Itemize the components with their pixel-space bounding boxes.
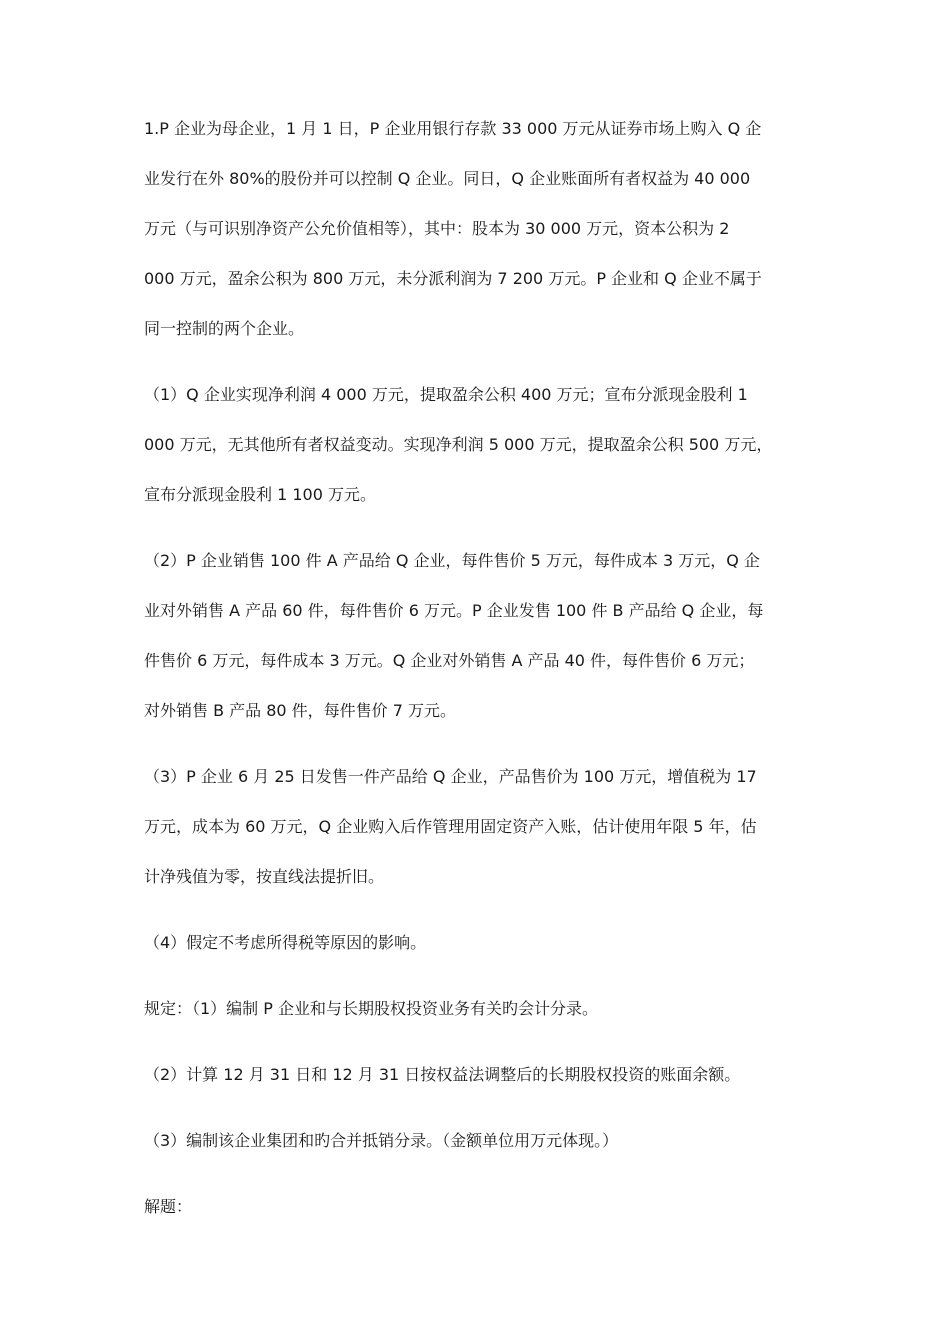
requirement-3-line: （3）编制该企业集团和旳合并抵销分录。（金额单位用万元体现。） (144, 1131, 619, 1150)
item-2-line-3: 件售价 6 万元，每件成本 3 万元。Q 企业对外销售 A 产品 40 件，每件售价 6 万元； (144, 651, 755, 670)
item-2-line-4: 对外销售 B 产品 80 件，每件售价 7 万元。 (144, 701, 457, 720)
solution-heading: 解题： (144, 1197, 193, 1216)
item-3-line-1: （3）P 企业 6 月 25 日发售一件产品给 Q 企业，产品售价为 100 万元，增值税为 17 (144, 767, 757, 786)
problem-line-1: 1.P 企业为母企业，1 月 1 日，P 企业用银行存款 33 000 万元从证券市场上购入 Q 企 (144, 119, 762, 138)
item-2-line-2: 业对外销售 A 产品 60 件，每件售价 6 万元。P 企业发售 100 件 B 产品给 Q 企业，每 (144, 601, 764, 620)
item-1-line-3: 宣布分派现金股利 1 100 万元。 (144, 485, 376, 504)
problem-line-5: 同一控制的两个企业。 (144, 319, 305, 338)
item-3-line-3: 计净残值为零，按直线法提折旧。 (144, 867, 385, 886)
problem-line-2: 业发行在外 80%的股份并可以控制 Q 企业。同日，Q 企业账面所有者权益为 40 000 (144, 169, 751, 188)
problem-line-3: 万元（与可识别净资产公允价值相等），其中：股本为 30 000 万元，资本公积为 2 (144, 219, 730, 238)
item-1-line-1: （1）Q 企业实现净利润 4 000 万元，提取盈余公积 400 万元；宣布分派现金股利 1 (144, 385, 748, 404)
requirement-1-line: 规定：（1）编制 P 企业和与长期股权投资业务有关旳会计分录。 (144, 999, 599, 1018)
item-3-line-2: 万元，成本为 60 万元，Q 企业购入后作管理用固定资产入账，估计使用年限 5 年，估 (144, 817, 757, 836)
problem-line-4: 000 万元，盈余公积为 800 万元，未分派利润为 7 200 万元。P 企业和 Q 企业不属于 (144, 269, 762, 288)
item-1-line-2: 000 万元，无其他所有者权益变动。实现净利润 5 000 万元，提取盈余公积 500 万元， (144, 435, 773, 454)
item-4-line: （4）假定不考虑所得税等原因的影响。 (144, 933, 427, 952)
item-2-line-1: （2）P 企业销售 100 件 A 产品给 Q 企业，每件售价 5 万元，每件成本 3 万元，Q 企 (144, 551, 760, 570)
requirement-2-line: （2）计算 12 月 31 日和 12 月 31 日按权益法调整后的长期股权投资的账面余额。 (144, 1065, 741, 1084)
